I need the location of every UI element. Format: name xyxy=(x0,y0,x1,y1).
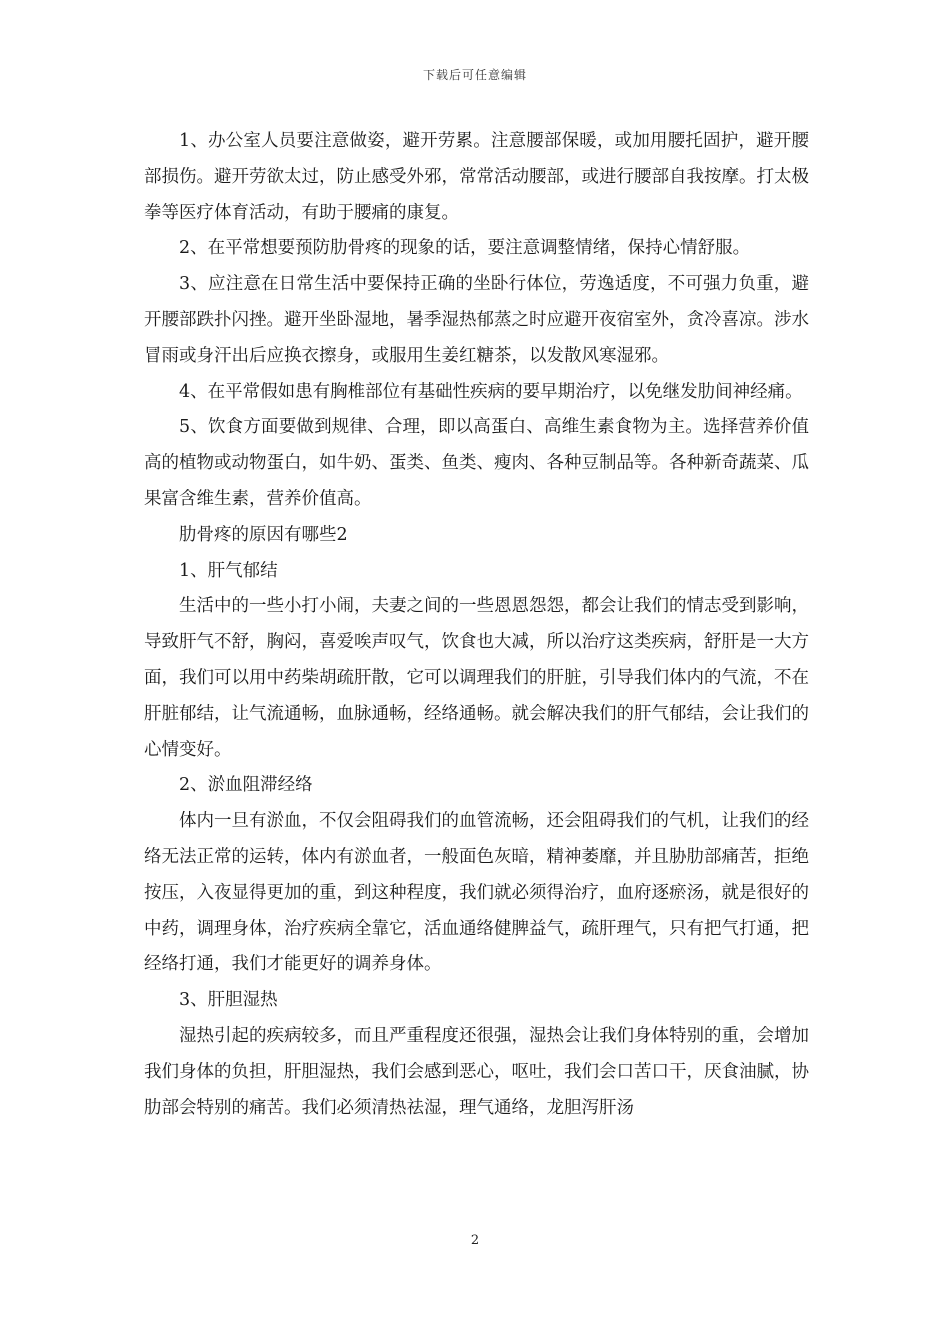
paragraph-tip-3: 3、应注意在日常生活中要保持正确的坐卧行体位，劳逸适度，不可强力负重，避开腰部跌扑闪挫。避开坐卧湿地，暑季湿热郁蒸之时应避开夜宿室外，贪冷喜凉。涉水冒雨或身汗出后应换衣擦身，或服用生姜红糖茶，以发散风寒湿邪。 xyxy=(144,274,809,366)
paragraph-blood-stasis: 体内一旦有淤血，不仅会阻碍我们的血管流畅，还会阻碍我们的气机，让我们的经络无法正常的运转，体内有淤血者，一般面色灰暗，精神萎靡，并且胁肋部痛苦，拒绝按压，入夜显得更加的重，到这种程度，我们就必须得治疗，血府逐瘀汤，就是很好的中药，调理身体，治疗疾病全靠它，活血通络健脾益气，疏肝理气，只有把气打通，把经络打通，我们才能更好的调养身体。 xyxy=(144,811,809,975)
paragraph-damp-heat: 湿热引起的疾病较多，而且严重程度还很强，湿热会让我们身体特别的重，会增加我们身体的负担，肝胆湿热，我们会感到恶心，呕吐，我们会口苦口干，厌食油腻，协肋部会特别的痛苦。我们必须清热祛湿，理气通络，龙胆泻肝汤 xyxy=(144,1025,809,1118)
paragraph-tip-2: 2、在平常想要预防肋骨疼的现象的话，要注意调整情绪，保持心情舒服。 xyxy=(179,238,751,259)
paragraph-tip-1: 1、办公室人员要注意做姿，避开劳累。注意腰部保暖，或加用腰托固护，避开腰部损伤。避开劳欲太过，防止感受外邪，常常活动腰部，或进行腰部自我按摩。打太极拳等医疗体育活动，有助于腰痛的康复。 xyxy=(144,131,809,223)
subheading-liver-qi: 1、肝气郁结 xyxy=(179,560,278,581)
document-body xyxy=(144,124,809,1126)
page-header: 下载后可任意编辑 xyxy=(422,68,527,82)
section-heading: 肋骨疼的原因有哪些2 xyxy=(179,524,348,545)
paragraph-tip-5: 5、饮食方面要做到规律、合理，即以高蛋白、高维生素食物为主。选择营养价值高的植物或动物蛋白，如牛奶、蛋类、鱼类、瘦肉、各种豆制品等。各种新奇蔬菜、瓜果富含维生素，营养价值高。 xyxy=(144,417,809,509)
page-number: 2 xyxy=(470,1233,480,1248)
paragraph-liver-qi: 生活中的一些小打小闹，夫妻之间的一些恩恩怨怨，都会让我们的情志受到影响，导致肝气不舒，胸闷，喜爱唉声叹气，饮食也大减，所以治疗这类疾病，舒肝是一大方面，我们可以用中药柴胡疏肝散，它可以调理我们的肝脏，引导我们体内的气流，不在肝脏郁结，让气流通畅，血脉通畅，经络通畅。就会解决我们的肝气郁结，会让我们的心情变好。 xyxy=(144,596,809,760)
subheading-damp-heat: 3、肝胆湿热 xyxy=(179,990,278,1011)
subheading-blood-stasis: 2、淤血阻滞经络 xyxy=(179,775,313,796)
paragraph-tip-4: 4、在平常假如患有胸椎部位有基础性疾病的要早期治疗，以免继发肋间神经痛。 xyxy=(179,381,803,402)
